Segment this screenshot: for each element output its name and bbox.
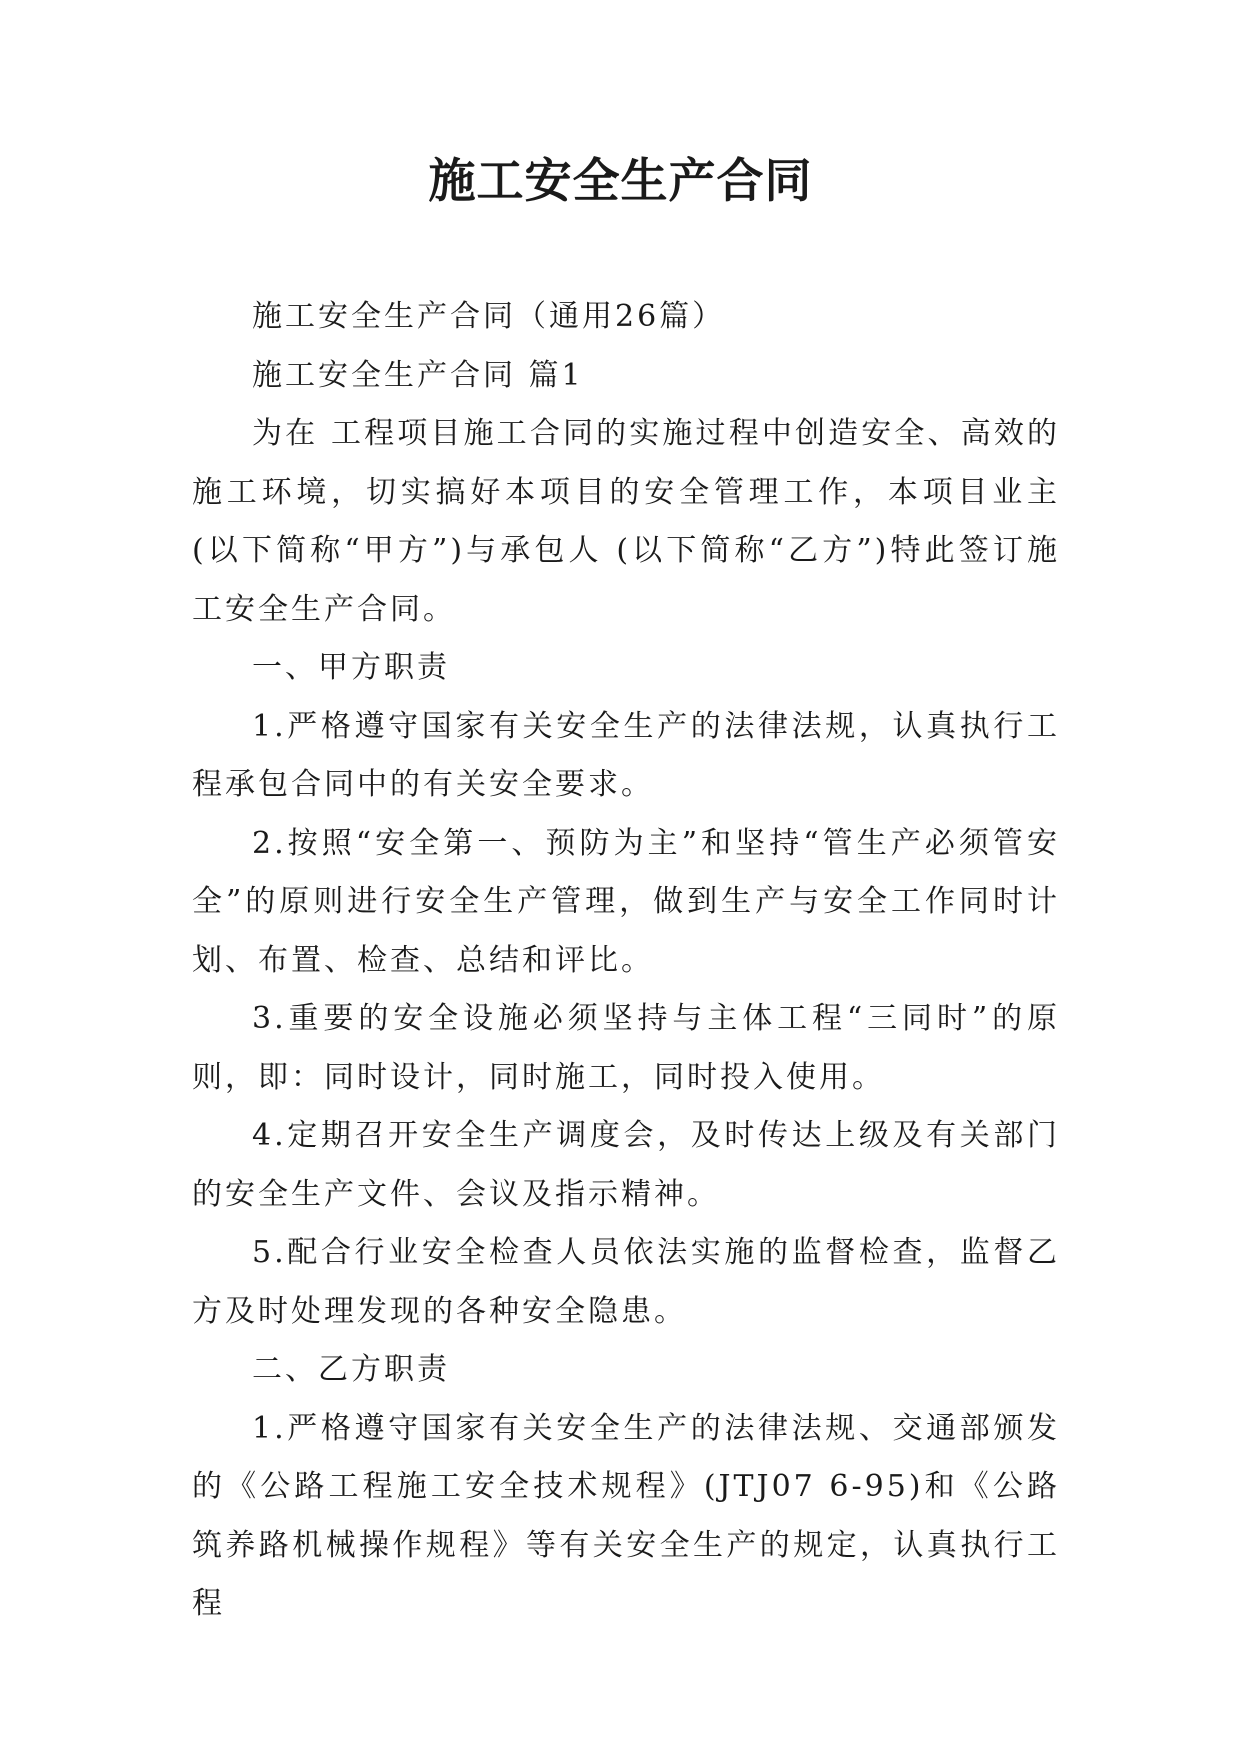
body-paragraph: 2.按照“安全第一、预防为主”和坚持“管生产必须管安全”的原则进行安全生产管理，做到生产与安全工作同时计划、布置、检查、总结和评比。 (192, 825, 1060, 978)
body-paragraph: 为在 工程项目施工合同的实施过程中创造安全、高效的施工环境，切实搞好本项目的安全管理工作，本项目业主(以下简称“甲方”)与承包人 (以下简称“乙方”)特此签订施工安全生产合同。 (192, 416, 1060, 627)
section-heading: 二、乙方职责 (252, 1352, 450, 1387)
body-paragraph: 3.重要的安全设施必须坚持与主体工程“三同时”的原则，即：同时设计，同时施工，同时投入使用。 (192, 1001, 1060, 1095)
body-paragraph: 1.严格遵守国家有关安全生产的法律法规，认真执行工程承包合同中的有关安全要求。 (192, 708, 1060, 802)
body-paragraph: 4.定期召开安全生产调度会，及时传达上级及有关部门的安全生产文件、会议及指示精神。 (192, 1118, 1060, 1212)
document-body (192, 288, 1060, 1634)
body-paragraph: 5.配合行业安全检查人员依法实施的监督检查，监督乙方及时处理发现的各种安全隐患。 (192, 1235, 1060, 1329)
document-title: 施工安全生产合同 (428, 154, 813, 209)
body-paragraph: 1.严格遵守国家有关安全生产的法律法规、交通部颁发的《公路工程施工安全技术规程》(JTJ07 6-95)和《公路筑养路机械操作规程》等有关安全生产的规定，认真执行工程 (192, 1410, 1060, 1621)
section-heading: 施工安全生产合同 篇1 (252, 357, 584, 393)
section-heading: 一、甲方职责 (252, 650, 450, 685)
subtitle-paragraph: 施工安全生产合同（通用26篇） (252, 299, 726, 334)
